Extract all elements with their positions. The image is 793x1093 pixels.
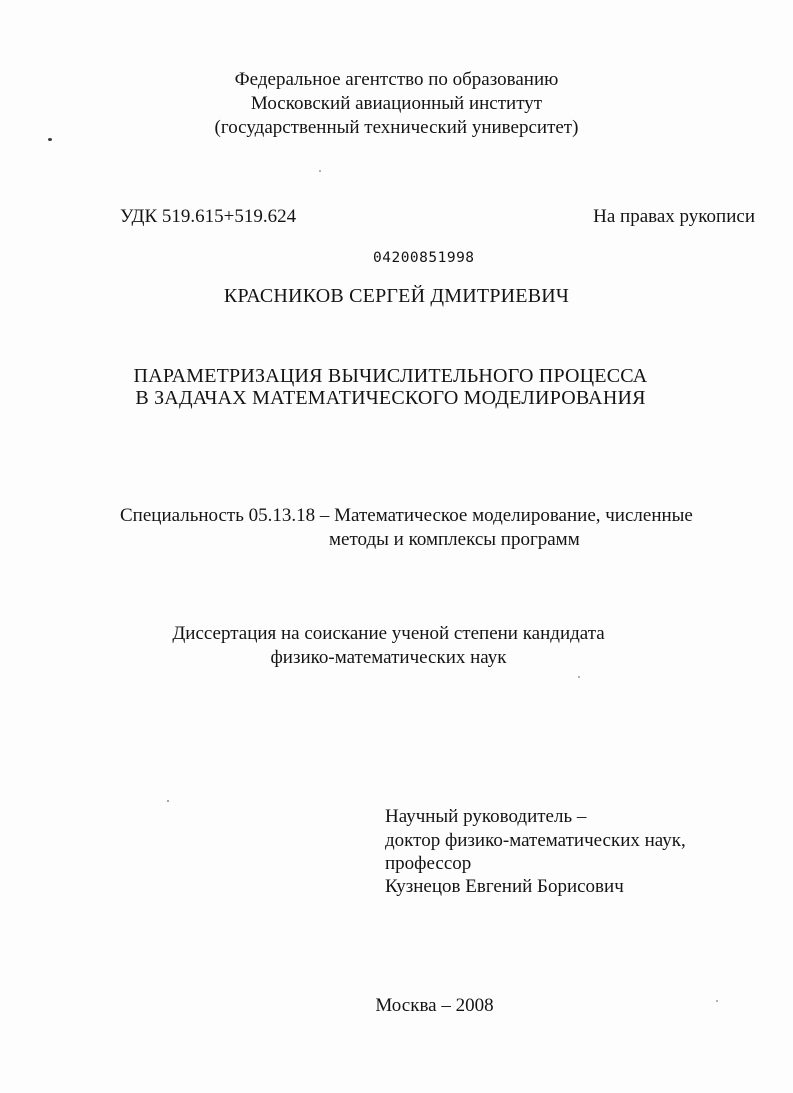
- specialty-line1: Специальность 05.13.18 – Математическое моделирование, численные: [120, 505, 693, 526]
- institute-type-line: (государственный технический университет): [214, 117, 579, 138]
- supervisor-name: Кузнецов Евгений Борисович: [385, 876, 624, 897]
- scan-speck: [48, 138, 52, 141]
- rights-notice: На правах рукописи: [593, 206, 755, 227]
- scan-speck: [167, 800, 169, 802]
- agency-line: Федеральное агентство по образованию: [234, 69, 559, 90]
- institute-line: Московский авиационный институт: [250, 93, 543, 114]
- specialty-line2: методы и комплексы программ: [329, 529, 580, 550]
- thesis-title-line1: ПАРАМЕТРИЗАЦИЯ ВЫЧИСЛИТЕЛЬНОГО ПРОЦЕССА: [133, 365, 648, 387]
- scan-speck: [716, 1000, 718, 1002]
- city-year: Москва – 2008: [375, 995, 494, 1016]
- catalog-number-stamp: 04200851998: [373, 250, 475, 266]
- dissertation-line2: физико-математических наук: [270, 647, 507, 668]
- author-name: КРАСНИКОВ СЕРГЕЙ ДМИТРИЕВИЧ: [223, 285, 570, 307]
- scan-speck: [319, 170, 321, 172]
- supervisor-rank: профессор: [385, 853, 472, 874]
- dissertation-line1: Диссертация на соискание ученой степени кандидата: [172, 623, 605, 644]
- udk-code: УДК 519.615+519.624: [120, 206, 297, 227]
- thesis-title-line2: В ЗАДАЧАХ МАТЕМАТИЧЕСКОГО МОДЕЛИРОВАНИЯ: [135, 387, 646, 409]
- scan-speck: [578, 676, 580, 678]
- supervisor-role: Научный руководитель –: [385, 806, 587, 827]
- supervisor-degree: доктор физико-математических наук,: [385, 830, 686, 851]
